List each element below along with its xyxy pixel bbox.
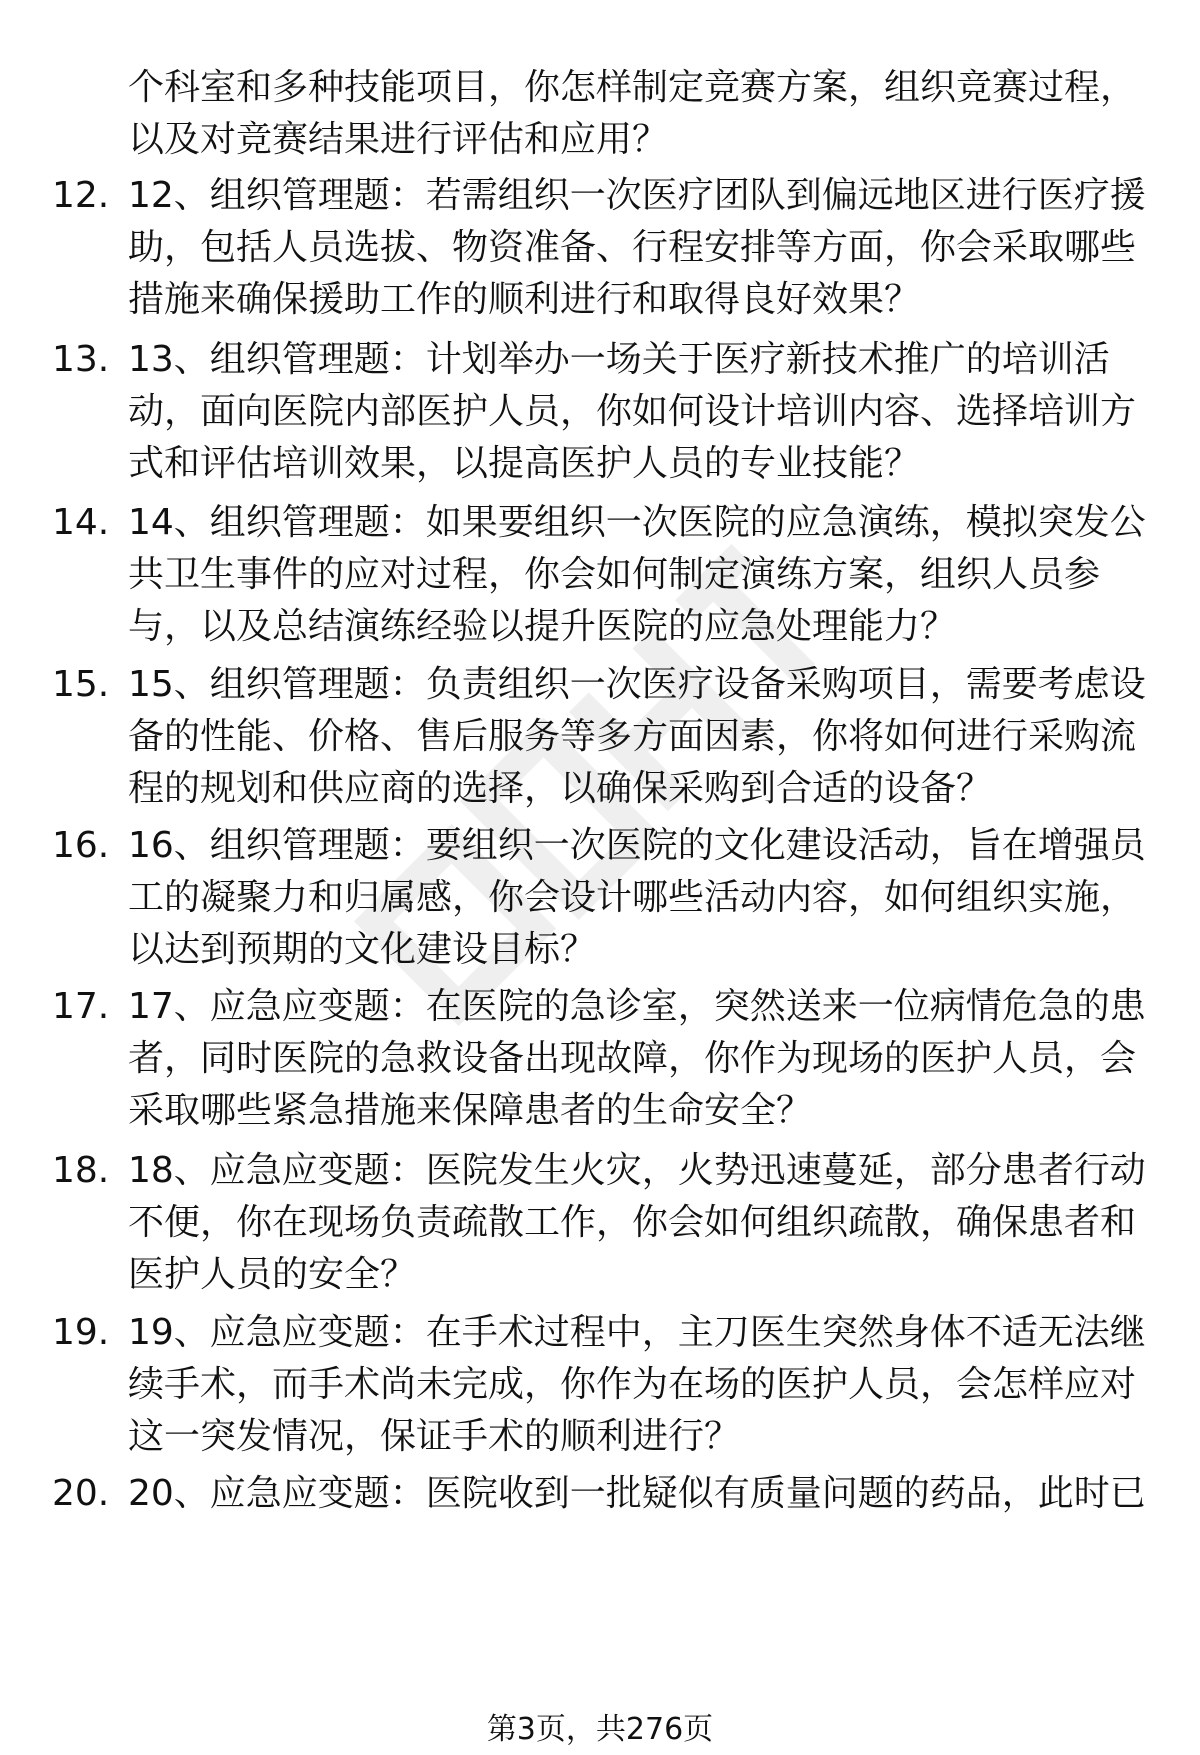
page-footer: 第3页，共276页	[486, 1712, 714, 1747]
list-item-text: 18、应急应变题：医院发生火灾，火势迅速蔓延，部分患者行动不便，你在现场负责疏散工作，你会如何组织疏散，确保患者和医护人员的安全？	[128, 1150, 1146, 1295]
list-item-text: 20、应急应变题：医院收到一批疑似有质量问题的药品，此时已	[128, 1473, 1146, 1514]
list-item-number: 18.	[52, 1150, 110, 1191]
list-item-text: 15、组织管理题：负责组织一次医疗设备采购项目，需要考虑设备的性能、价格、售后服务等多方面因素，你将如何进行采购流程的规划和供应商的选择，以确保采购到合适的设备？	[128, 664, 1146, 809]
list-item-number: 13.	[52, 339, 110, 380]
list-item-number: 12.	[52, 175, 110, 216]
list-item-number: 15.	[52, 664, 110, 705]
list-item-number: 17.	[52, 986, 110, 1027]
list-item-number: 20.	[52, 1473, 110, 1514]
list-item-number: 19.	[52, 1312, 110, 1353]
list-item-text: 17、应急应变题：在医院的急诊室，突然送来一位病情危急的患者，同时医院的急救设备出现故障，你作为现场的医护人员，会采取哪些紧急措施来保障患者的生命安全？	[128, 986, 1146, 1131]
list-item-text: 12、组织管理题：若需组织一次医疗团队到偏远地区进行医疗援助，包括人员选拔、物资准备、行程安排等方面，你会采取哪些措施来确保援助工作的顺利进行和取得良好效果？	[128, 175, 1146, 320]
list-item-text: 14、组织管理题：如果要组织一次医院的应急演练，模拟突发公共卫生事件的应对过程，你会如何制定演练方案，组织人员参与，以及总结演练经验以提升医院的应急处理能力？	[128, 502, 1146, 647]
list-item-text: 16、组织管理题：要组织一次医院的文化建设活动，旨在增强员工的凝聚力和归属感，你会设计哪些活动内容，如何组织实施，以达到预期的文化建设目标？	[128, 825, 1146, 970]
list-item-number: 14.	[52, 502, 110, 543]
list-item-text: 13、组织管理题：计划举办一场关于医疗新技术推广的培训活动，面向医院内部医护人员，你如何设计培训内容、选择培训方式和评估培训效果，以提高医护人员的专业技能？	[128, 339, 1137, 484]
list-item-number: 16.	[52, 825, 110, 866]
list-item-text: 19、应急应变题：在手术过程中，主刀医生突然身体不适无法继续手术，而手术尚未完成，你作为在场的医护人员，会怎样应对这一突发情况，保证手术的顺利进行？	[128, 1312, 1146, 1457]
continued-paragraph: 个科室和多种技能项目，你怎样制定竞赛方案，组织竞赛过程，以及对竞赛结果进行评估和应用？	[128, 67, 1137, 160]
